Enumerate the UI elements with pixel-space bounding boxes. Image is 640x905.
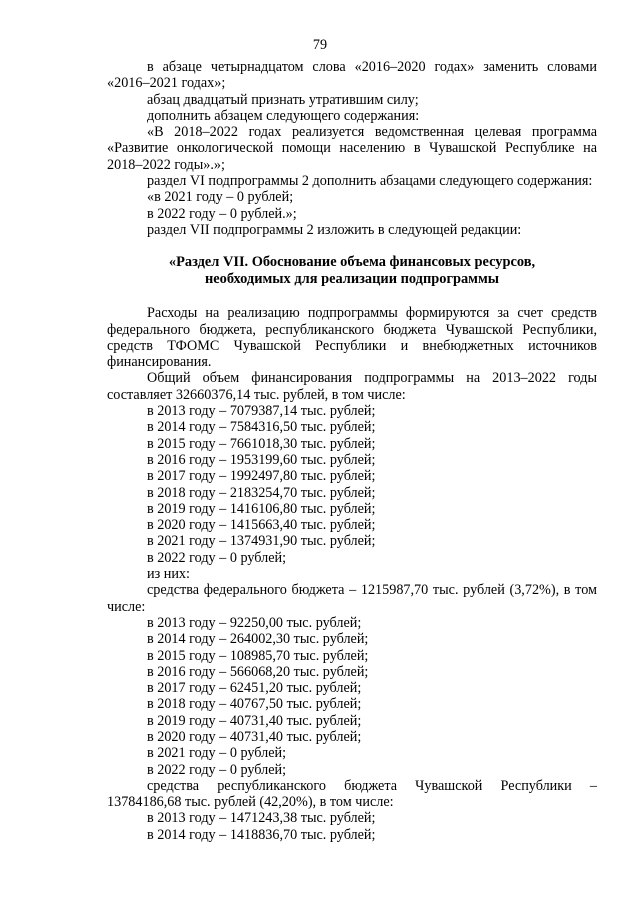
- list-item: в 2020 году – 1415663,40 тыс. рублей;: [147, 517, 376, 534]
- paragraph: в абзаце четырнадцатом слова «2016–2020 годах» заменить словами «2016–2021 годах»;: [107, 59, 597, 92]
- page-number: 79: [312, 37, 328, 53]
- paragraph: раздел VI подпрограммы 2 дополнить абзацами следующего содержания:: [147, 173, 593, 190]
- list-item: в 2015 году – 108985,70 тыс. рублей;: [147, 647, 369, 664]
- paragraph: «в 2021 году – 0 рублей;: [147, 189, 294, 206]
- heading-line: необходимых для реализации подпрограммы: [204, 270, 500, 287]
- section-heading: [107, 254, 597, 287]
- list-item: в 2015 году – 7661018,30 тыс. рублей;: [147, 435, 376, 452]
- list-item: в 2018 году – 2183254,70 тыс. рублей;: [147, 484, 376, 501]
- list-item: в 2016 году – 1953199,60 тыс. рублей;: [147, 451, 376, 468]
- list-item: в 2018 году – 40767,50 тыс. рублей;: [147, 696, 362, 713]
- document-body: [107, 59, 597, 843]
- list-item: в 2017 году – 62451,20 тыс. рублей;: [147, 680, 362, 697]
- list-item: в 2016 году – 566068,20 тыс. рублей;: [147, 663, 369, 680]
- paragraph: в 2022 году – 0 рублей.»;: [147, 205, 297, 222]
- paragraph: абзац двадцатый признать утратившим силу;: [147, 91, 419, 108]
- paragraph: средства республиканского бюджета Чувашской Республики – 13784186,68 тыс. рублей (42,20%), в том числе:: [107, 777, 597, 811]
- paragraph: Общий объем финансирования подпрограммы на 2013–2022 годы составляет 32660376,14 тыс. рублей, в том числе:: [107, 370, 597, 403]
- list-item: в 2020 году – 40731,40 тыс. рублей;: [147, 728, 362, 745]
- list-item: в 2014 году – 264002,30 тыс. рублей;: [147, 631, 369, 648]
- list-item: в 2019 году – 1416106,80 тыс. рублей;: [147, 500, 376, 517]
- list-item: в 2021 году – 1374931,90 тыс. рублей;: [147, 533, 376, 550]
- list-item: в 2017 году – 1992497,80 тыс. рублей;: [147, 468, 376, 485]
- paragraph: Расходы на реализацию подпрограммы формируются за счет средств федерального бюджета, республиканского бюджета Чувашской Республики, средств ТФОМС Чувашской Республики и внебюджетных источников финансирования.: [107, 305, 597, 371]
- paragraph: раздел VII подпрограммы 2 изложить в следующей редакции:: [147, 221, 522, 238]
- heading-line: «Раздел VII. Обоснование объема финансовых ресурсов,: [168, 254, 536, 271]
- list-item: в 2013 году – 1471243,38 тыс. рублей;: [147, 810, 376, 827]
- paragraph: средства федерального бюджета – 1215987,70 тыс. рублей (3,72%), в том числе:: [107, 582, 597, 615]
- list-item: в 2014 году – 7584316,50 тыс. рублей;: [147, 419, 376, 436]
- list-item: в 2014 году – 1418836,70 тыс. рублей;: [147, 826, 376, 843]
- list-item: в 2019 году – 40731,40 тыс. рублей;: [147, 712, 362, 729]
- list-item: в 2013 году – 7079387,14 тыс. рублей;: [147, 403, 376, 420]
- paragraph: дополнить абзацем следующего содержания:: [147, 107, 420, 124]
- list-item: в 2022 году – 0 рублей;: [147, 761, 287, 778]
- list-item: в 2013 году – 92250,00 тыс. рублей;: [147, 614, 362, 631]
- list-item: в 2021 году – 0 рублей;: [147, 745, 287, 762]
- list-item: в 2022 году – 0 рублей;: [147, 549, 287, 566]
- paragraph: из них:: [147, 566, 190, 583]
- paragraph: «В 2018–2022 годах реализуется ведомственная целевая программа «Развитие онкологической помощи населению в Чувашской Республике на 2018–2022 годы».»;: [107, 124, 597, 173]
